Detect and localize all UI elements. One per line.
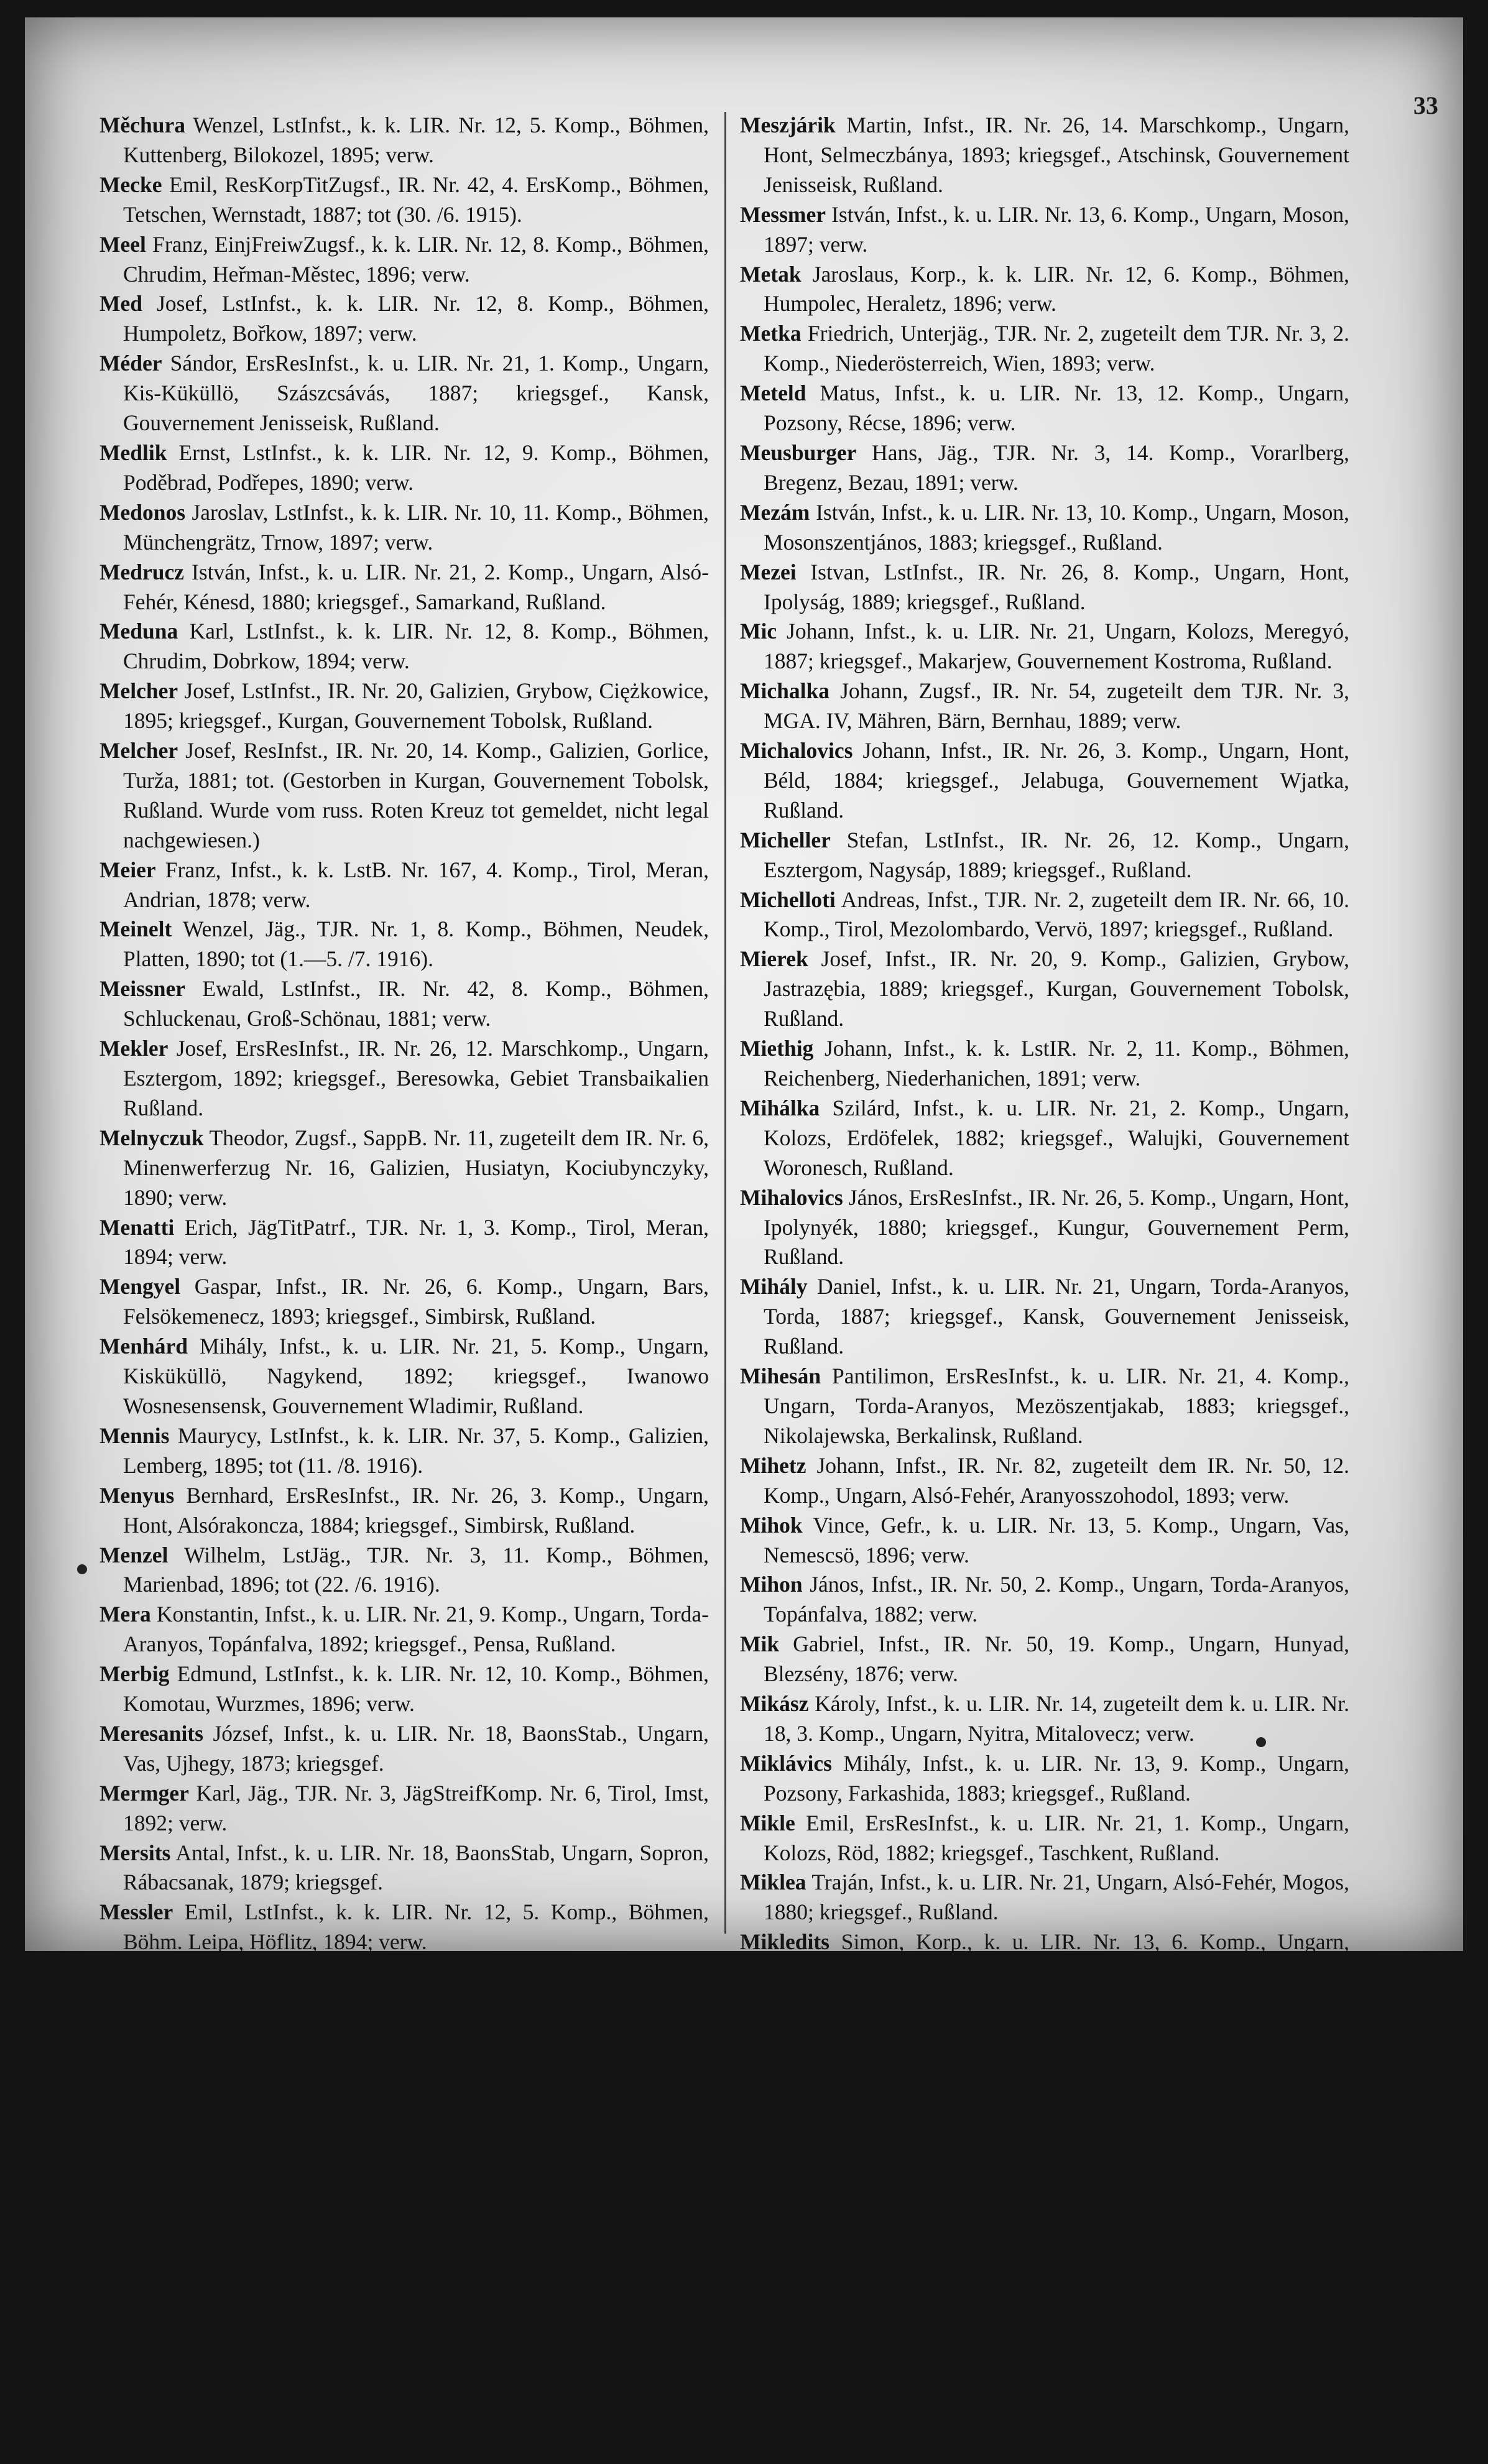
entry-surname: Mikletics — [740, 1989, 827, 2014]
entry-details: Traján, Infst., k. u. LIR. Nr. 21, Ungarn, Alsó-Fehér, Mogos, 1880; kriegsgef., Rußland. — [764, 1870, 1349, 1925]
register-entry — [740, 200, 1349, 260]
register-entry — [740, 885, 1349, 945]
register-entry — [740, 2345, 1349, 2404]
entry-surname: Mermger — [99, 1780, 189, 1806]
entry-details: János, ErsResInfst., IR. Nr. 26, 5. Komp., Ungarn, Hont, Ipolynyék, 1880; kriegsgef., Kungur, Gouvernement Perm, Rußland. — [764, 1184, 1349, 1270]
entry-details: Josef, LstInfst., IR. Nr. 20, Galizien, Grybow, Ciężkowice, 1895; kriegsgef., Kurgan, Gouvernement Tobolsk, Rußland. — [123, 678, 709, 734]
register-entry — [99, 2374, 709, 2464]
entry-surname: Mikle — [740, 1810, 795, 1835]
register-entry — [99, 1481, 709, 1541]
entry-details: Ivan des Ante, LstInfst., k. k. LIR. Nr. 37, 5. Komp., Dalmatien, St. Pietro, Pučišće, 1894; verw. — [764, 2287, 1349, 2342]
entry-surname: Mezám — [740, 499, 810, 525]
entry-details: Gaspar, Infst., IR. Nr. 26, 6. Komp., Ungarn, Bars, Felsökemenecz, 1893; kriegsgef., Simbirsk, Rußland. — [123, 1274, 709, 1329]
column-divider — [724, 112, 726, 1934]
entry-surname: Medonos — [99, 499, 186, 525]
entry-surname: Mikovilović — [740, 2287, 852, 2312]
register-entry — [740, 498, 1349, 558]
entry-surname: Mihálka — [740, 1095, 820, 1120]
entry-surname: Mihon — [740, 1572, 803, 1597]
entry-surname: Mészáros — [99, 2078, 189, 2103]
register-entry — [99, 974, 709, 1034]
entry-surname: Medrucz — [99, 559, 185, 584]
register-entry — [99, 2255, 709, 2315]
entry-surname: Mihesán — [740, 1364, 821, 1389]
entry-surname: Mikšić — [740, 2406, 804, 2431]
register-entry — [740, 736, 1349, 826]
entry-surname: Mikász — [740, 1691, 809, 1717]
register-entry — [740, 617, 1349, 676]
register-entry — [99, 856, 709, 915]
entry-details: János, Infst., IR. Nr. 86, 2. Komp., Ungarn, Bács-Bodrog, Topolya, 1889; verw. — [123, 2197, 709, 2253]
left-column — [99, 111, 709, 2464]
entry-details: Karl, Zugsf., IR. Nr. 26, 8. Komp., Ungarn, Bars, Fajkürt, 1881; kriegsgef., Nikolsk Ussurijskij, Gebiet Primorsk, Rußland. — [123, 2317, 709, 2371]
entry-details: Johann, Zugsf., IR. Nr. 54, zugeteilt dem TJR. Nr. 3, MGA. IV, Mähren, Bärn, Bernhau, 1889; verw. — [764, 678, 1349, 734]
entry-surname: Menhárd — [99, 1334, 188, 1359]
entry-surname: Mecke — [99, 172, 162, 197]
register-entry — [99, 1124, 709, 1213]
register-entry — [740, 1987, 1349, 2047]
register-entry — [99, 558, 709, 617]
register-entry — [99, 1034, 709, 1124]
entry-details: Karl, Jäg., TJR. Nr. 3, JägStreifKomp. Nr. 6, Tirol, Imst, 1892; verw. — [123, 1780, 709, 1835]
entry-details: Franz, EinjFreiwZugsf., k. k. LIR. Nr. 12, 8. Komp., Böhmen, Chrudim, Heřman-Městec, 1896; verw. — [123, 231, 709, 287]
register-entry — [740, 1272, 1349, 1362]
entry-surname: Miethig — [740, 1036, 814, 1061]
page-number: 33 — [1413, 91, 1438, 119]
entry-surname: Meduna — [99, 619, 178, 644]
entry-surname: Miklea — [740, 1870, 806, 1895]
register-entry — [740, 2047, 1349, 2106]
entry-surname: Melnyczuk — [99, 1125, 204, 1150]
entry-surname: Melcher — [99, 738, 178, 764]
entry-details: Simon, Korp., k. u. LIR. Nr. 13, 6. Komp., Ungarn, Pozsony, Dévényujfalu, 1895; verw. — [764, 1929, 1349, 1985]
register-entry — [740, 1511, 1349, 1571]
entry-surname: Meszjárik — [740, 113, 836, 137]
register-entry — [99, 676, 709, 736]
register-entry — [740, 319, 1349, 379]
entry-details: Daniel, Infst., k. u. LIR. Nr. 21, Ungarn, Torda-Aranyos, Torda, 1887; kriegsgef., Kansk, Gouvernement Jenisseisk, Rußland. — [764, 1274, 1349, 1359]
register-entry — [740, 1809, 1349, 1868]
entry-surname: Mészáros — [99, 2317, 189, 2342]
register-entry — [99, 2077, 709, 2136]
register-entry — [740, 379, 1349, 438]
register-entry — [740, 111, 1349, 200]
entry-details: Jaroslav, LstInfst., k. k. LIR. Nr. 10, 11. Komp., Böhmen, Münchengrätz, Trnow, 1897; verw. — [123, 499, 709, 555]
entry-surname: Melcher — [99, 678, 178, 704]
entry-details: Johann, Infst., k. u. LIR. Nr. 21, Ungarn, Kolozs, Meregyó, 1887; kriegsgef., Makarjew, Gouvernement Kostroma, Rußland. — [764, 619, 1349, 674]
register-entry — [740, 826, 1349, 885]
entry-details: Wilhelm, LstJäg., TJR. Nr. 3, 11. Komp., Böhmen, Marienbad, 1896; tot (22. /6. 1916). — [123, 1542, 709, 1597]
entry-details: Gabriel, Infst., IR. Nr. 50, 19. Komp., Ungarn, Hunyad, Blezsény, 1876; verw. — [764, 1631, 1349, 1687]
entry-details: Josef, LstInfst., IR. Nr. 26, 8. Komp., Ungarn, Bars, Zseliz, 1890; kriegsgef., Rußland. — [764, 2048, 1349, 2103]
register-entry — [740, 1927, 1349, 1987]
register-entry — [99, 438, 709, 498]
register-entry — [99, 1421, 709, 1481]
entry-surname: Messmer — [740, 201, 826, 227]
entry-details: Ferencz, Infst., k. u. LIR. Nr. 18, 3. Komp., Ungarn, Vas, Szombathely, 1897; verw. — [123, 2078, 709, 2133]
entry-surname: Michalka — [740, 678, 829, 704]
register-entry — [740, 558, 1349, 617]
ink-dot — [77, 1564, 87, 1574]
entry-surname: Miklávics — [740, 1750, 832, 1776]
entry-surname: Meteld — [740, 381, 806, 406]
register-entry — [99, 1213, 709, 1273]
register-entry — [99, 2315, 709, 2374]
entry-details: Mihály, Infst., k. u. LIR. Nr. 13, 9. Komp., Ungarn, Pozsony, Farkashida, 1883; kriegsgef., Rußland. — [764, 1750, 1349, 1806]
register-entry — [740, 676, 1349, 736]
entry-surname: Miklós — [740, 2108, 805, 2133]
entry-details: Friedrich, Unterjäg., TJR. Nr. 2, zugeteilt dem TJR. Nr. 3, 2. Komp., Niederösterreich, Wien, 1893; verw. — [764, 321, 1349, 376]
entry-details: Ewald, LstInfst., IR. Nr. 42, 8. Komp., Böhmen, Schluckenau, Groß-Schönau, 1881; verw. — [123, 976, 709, 1031]
entry-details: Szilárd, Infst., k. u. LIR. Nr. 21, 2. Komp., Ungarn, Kolozs, Erdöfelek, 1882; kriegsgef., Walujki, Gouvernement Woronesch, Rußland. — [764, 1095, 1349, 1180]
register-entry — [99, 170, 709, 230]
entry-surname: Mekler — [99, 1036, 169, 1061]
register-entry — [99, 1719, 709, 1779]
entry-surname: Mihály — [740, 1274, 808, 1299]
entry-details: Istvan, LstInfst., IR. Nr. 26, 8. Komp., Ungarn, Hont, Ipolyság, 1889; kriegsgef., Rußland. — [764, 559, 1349, 614]
document-page — [25, 17, 1463, 2461]
entry-surname: Menzel — [99, 1542, 169, 1567]
entry-details: Franz, Infst., k. k. LstB. Nr. 167, 4. Komp., Tirol, Meran, Andrian, 1878; verw. — [123, 857, 709, 912]
register-entry — [740, 2285, 1349, 2345]
entry-surname: Mészáros — [99, 1959, 189, 1985]
entry-details: Pantilimon, ErsResInfst., k. u. LIR. Nr. 21, 4. Komp., Ungarn, Torda-Aranyos, Mezöszentjakab, 1883; kriegsgef., Nikolajewska, Berkalinsk, Rußland. — [764, 1364, 1349, 1448]
entry-surname: Meusburger — [740, 440, 857, 465]
entry-surname: Mikledits — [740, 1929, 829, 1955]
entry-surname: Mersits — [99, 1840, 171, 1865]
entry-surname: Micheller — [740, 827, 831, 852]
entry-surname: Menyus — [99, 1482, 175, 1508]
entry-details: Ernst, LstInfst., k. k. LIR. Nr. 12, 9. Komp., Böhmen, Poděbrad, Podřepes, 1890; verw. — [123, 440, 709, 495]
entry-surname: Meel — [99, 231, 146, 257]
entry-details: Johann, Infst., k. k. LstIR. Nr. 2, 11. Komp., Böhmen, Reichenberg, Niederhanichen, 1891; verw. — [764, 1036, 1349, 1091]
entry-details: Imre, Infst., k. u. LIR. Nr. 13, 6. Komp., Ungarn, Veszprém, Kiscsösz, 1896; verw. — [764, 2167, 1349, 2223]
entry-details: Emil, ResKorpTitZugsf., IR. Nr. 42, 4. ErsKomp., Böhmen, Tetschen, Wernstadt, 1887; tot (30. /6. 1915). — [123, 172, 709, 227]
entry-details: Antal, Infst., k. u. LIR. Nr. 13, 2. Komp., Ungarn, Pozsony, Dévényújfalu, 1888; kriegsgef., Rußland. — [764, 1989, 1349, 2044]
entry-surname: Miksa — [740, 2346, 799, 2371]
entry-details: Antal, Infst., k. u. LIR. Nr. 13, 5. Komp., Ungarn, Pozsony, Cseszte, 1876; verw. — [764, 2227, 1349, 2282]
register-entry — [99, 736, 709, 856]
register-entry — [740, 1451, 1349, 1511]
entry-surname: Med — [99, 291, 143, 316]
entry-surname: Mera — [99, 1602, 151, 1627]
right-column — [740, 111, 1349, 2464]
register-entry — [740, 1868, 1349, 1927]
register-entry — [99, 617, 709, 676]
register-entry — [99, 1541, 709, 1600]
entry-details: Emil, ErsResInfst., k. u. LIR. Nr. 21, 1. Komp., Ungarn, Kolozs, Röd, 1882; kriegsgef., Taschkent, Rußland. — [764, 1810, 1349, 1865]
entry-surname: Metka — [740, 321, 802, 346]
entry-surname: Méder — [99, 351, 162, 376]
entry-surname: Mic — [740, 619, 777, 644]
register-entry — [99, 498, 709, 558]
entry-details: Sándor, ErsResInfst., k. u. LIR. Nr. 21, 1. Komp., Ungarn, Kis-Küküllö, Szászcsávás, 1887; kriegsgef., Kansk, Gouvernement Jenisseisk, Rußland. — [123, 351, 709, 436]
entry-details: Edmund, LstInfst., k. k. LIR. Nr. 12, 10. Komp., Böhmen, Komotau, Wurzmes, 1896; verw. — [123, 1661, 709, 1717]
entry-details: Konstantin, Infst., k. u. LIR. Nr. 21, 9. Komp., Ungarn, Torda-Aranyos, Topánfalva, 1892; kriegsgef., Pensa, Rußland. — [123, 1602, 709, 1657]
entry-details: Károly, Infst., k. u. LIR. Nr. 14, zugeteilt dem k. u. LIR. Nr. 18, 3. Komp., Ungarn, Nyitra, Mitalovecz; verw. — [764, 1691, 1349, 1746]
register-entry — [99, 349, 709, 438]
register-entry — [740, 1630, 1349, 1689]
register-entry — [740, 2106, 1349, 2166]
entry-details: Stefan, LstInfst., IR. Nr. 26, 12. Komp., Ungarn, Esztergom, Nagysáp, 1889; kriegsgef., Rußland. — [764, 827, 1349, 882]
entry-details: József, Infst., k. u. LIR. Nr. 18, BaonsStab., Ungarn, Vas, Ujhegy, 1873; kriegsgef. — [123, 1720, 709, 1776]
entry-details: David, Infst., k. u. LstIR. Nr. 13, 8. Komp., Ungarn, Pozsony, Nagymácséd, 1877; kriegsgef., Rußland. — [123, 2019, 709, 2074]
entry-details: Johann, Infst., IR. Nr. 82, zugeteilt dem IR. Nr. 50, 12. Komp., Ungarn, Alsó-Fehér, Aranyosszohodol, 1893; verw. — [764, 1452, 1349, 1508]
entry-details: Emil, LstInfst., k. k. LIR. Nr. 12, 5. Komp., Böhmen, Böhm. Leipa, Höflitz, 1894; verw. — [123, 1899, 709, 1955]
entry-surname: Mikló — [740, 2048, 797, 2074]
register-entry — [99, 1659, 709, 1719]
entry-surname: Mennis — [99, 1423, 170, 1448]
entry-details: Antal, Infst., k. u. LIR. Nr. 18, BaonsStab, Ungarn, Sopron, Rábacsanak, 1879; kriegsgef. — [123, 1840, 709, 1895]
entry-details: István, Infst., k. u. LIR. Nr. 21, 2. Komp., Ungarn, Alsó-Fehér, Kénesd, 1880; kriegsgef., Samarkand, Rußland. — [123, 559, 709, 614]
entry-surname: Mihok — [740, 1512, 803, 1538]
entry-details: Jaroslaus, Korp., k. k. LIR. Nr. 12, 6. Komp., Böhmen, Humpolec, Heraletz, 1896; verw. — [764, 261, 1349, 316]
entry-details: István, Infst., k. u. LIR. Nr. 13, 6. Komp., Ungarn, Moson, 1897; verw. — [764, 201, 1349, 257]
entry-details: Wenzel, Jäg., TJR. Nr. 1, 8. Komp., Böhmen, Neudek, Platten, 1890; tot (1.—5. /7. 1916). — [123, 916, 709, 972]
ink-dot — [1256, 1737, 1266, 1747]
entry-details: Matus, Infst., k. u. LIR. Nr. 13, 12. Komp., Ungarn, Pozsony, Récse, 1896; verw. — [764, 381, 1349, 436]
register-entry — [99, 915, 709, 974]
entry-surname: Mészáros — [99, 2019, 189, 2044]
register-entry — [740, 2404, 1349, 2464]
entry-surname: Mengyel — [99, 1274, 181, 1299]
register-entry — [99, 1898, 709, 1957]
register-entry — [99, 289, 709, 349]
entry-surname: Meier — [99, 857, 156, 882]
register-entry — [99, 1600, 709, 1659]
entry-details: Anton, LstInfst., IR. Nr. 38, 5. Komp., Ungarn, Pest, Izsák, 1896; tot (17. /4. 1916). — [123, 1959, 709, 2014]
entry-surname: Meissner — [99, 976, 186, 1002]
entry-details: Johann, ResInfst., k. k. LIR. Nr. 12, 8. Komp., Böhmen, Humpoletz, Austi, 1884; verw. — [764, 2346, 1349, 2401]
entry-details: Johann, Infst., IR. Nr. 26, 3. Komp., Ungarn, Hont, Béld, 1884; kriegsgef., Jelabuga, Gouvernement Wjatka, Rußland. — [764, 738, 1349, 823]
entry-surname: Meinelt — [99, 916, 172, 942]
entry-surname: Michalovics — [740, 738, 853, 764]
entry-details: Karl, LstInfst., k. k. LIR. Nr. 12, 8. Komp., Böhmen, Chrudim, Dobrkow, 1894; verw. — [123, 619, 709, 674]
entry-surname: Menatti — [99, 1214, 175, 1240]
entry-surname: Mészáros — [99, 2257, 189, 2282]
entry-details: Theodor, Zugsf., SappB. Nr. 11, zugeteilt dem IR. Nr. 6, Minenwerferzug Nr. 16, Galizien, Husiatyn, Kociubynczyky, 1890; verw. — [123, 1125, 709, 1210]
register-entry — [740, 944, 1349, 1034]
register-entry — [99, 111, 709, 170]
register-entry — [740, 438, 1349, 498]
entry-surname: Mezei — [740, 559, 797, 584]
entry-surname: Meszáros — [99, 2197, 189, 2223]
register-entry — [740, 2225, 1349, 2285]
entry-details: Martin, Infst., IR. Nr. 26, 14. Marschkomp., Ungarn, Hont, Selmeczbánya, 1893; kriegsgef., Atschinsk, Gouvernement Jenisseisk, Rußland. — [764, 113, 1349, 197]
register-entry — [99, 1779, 709, 1839]
entry-surname: Mik — [740, 1631, 780, 1657]
entry-details: Vince, Gefr., k. u. LIR. Nr. 13, 5. Komp., Ungarn, Vas, Nemescsö, 1896; verw. — [764, 1512, 1349, 1567]
entry-surname: Mierek — [740, 946, 808, 972]
entry-surname: Mikócsi — [740, 2167, 815, 2193]
entry-details: István, Infst., k. u. LIR. Nr. 13, 10. Komp., Ungarn, Moson, Mosonszentjános, 1883; kriegsgef., Rußland. — [764, 499, 1349, 555]
register-entry — [99, 2017, 709, 2077]
entry-surname: Michelloti — [740, 887, 836, 912]
entry-surname: Mikós — [740, 2227, 799, 2253]
register-entry — [99, 230, 709, 290]
entry-surname: Merbig — [99, 1661, 170, 1687]
register-entry — [740, 1094, 1349, 1183]
entry-surname: Messler — [99, 1899, 173, 1925]
entry-surname: Meresanits — [99, 1720, 203, 1746]
entry-details: János, Infst., IR. Nr. 50, 2. Komp., Ungarn, Torda-Aranyos, Topánfalva, 1882; verw. — [764, 1572, 1349, 1627]
entry-details: Jenö, Infst., IR. Nr. 50, 18. Komp., Ungarn, Kis-Küküllö, Küküllödombó, 1897; tot (16.—29. /6. 1916). — [764, 2108, 1349, 2163]
entry-details: Mihály, Infst., k. u. LIR. Nr. 21, 5. Komp., Ungarn, Kisküküllö, Nagykend, 1892; kriegsgef., Iwanowo Wosnesensensk, Gouvernement Wladimir, Rußland. — [123, 1334, 709, 1418]
register-entry — [99, 1957, 709, 2017]
entry-details: Imre, Korp., k. u. LstIR. Nr. 30, 4. Komp., Ungarn, Bács-Bodrog, Jánoshalma, 1876; verw. — [123, 2138, 709, 2193]
entry-surname: Mihalovics — [740, 1184, 843, 1210]
register-entry — [99, 1839, 709, 1898]
entry-details: Andreas, Infst., TJR. Nr. 2, zugeteilt dem IR. Nr. 66, 10. Komp., Tirol, Mezolombardo, Vervö, 1897; kriegsgef., Rußland. — [764, 887, 1349, 942]
register-entry — [99, 1332, 709, 1421]
entry-surname: Mihetz — [740, 1452, 806, 1478]
register-entry — [99, 2136, 709, 2196]
entry-details: Josef, ErsResInfst., IR. Nr. 26, 12. Marschkomp., Ungarn, Esztergom, 1892; kriegsgef., Beresowka, Gebiet Transbaikalien Rußland. — [123, 1036, 709, 1120]
register-entry — [740, 1362, 1349, 1451]
entry-details: Erich, JägTitPatrf., TJR. Nr. 1, 3. Komp., Tirol, Meran, 1894; verw. — [123, 1214, 709, 1270]
entry-details: József Lajos, Infst., k. u. LIR. Nr. 18, 1. Komp., Ungarn, Vas, Vát, 1874; verw. — [123, 2257, 709, 2312]
register-entry — [740, 1749, 1349, 1809]
entry-details: Wenzel, LstInfst., k. k. LIR. Nr. 12, 5. Komp., Böhmen, Kuttenberg, Bilokozel, 1895; verw. — [123, 113, 709, 167]
entry-surname: Měchura — [99, 113, 186, 137]
register-entry — [99, 2195, 709, 2255]
register-entry — [740, 1570, 1349, 1630]
entry-surname: Metak — [740, 261, 802, 287]
register-entry — [99, 1272, 709, 1332]
entry-details: Josef, ResInfst., IR. Nr. 20, 14. Komp., Galizien, Gorlice, Turža, 1881; tot. (Gestorben in Kurgan, Gouvernement Tobolsk, Rußland. Wurde vom russ. Roten Kreuz tot gemeldet, nicht legal nachgewiesen.) — [123, 738, 709, 852]
entry-details: Josef, Infst., IR. Nr. 20, 9. Komp., Galizien, Grybow, Jastrazębia, 1889; kriegsgef., Kurgan, Gouvernement Tobolsk, Rußland. — [764, 946, 1349, 1031]
entry-surname: Mészáros — [99, 2138, 189, 2163]
register-entry — [740, 1034, 1349, 1094]
entry-surname: Medlik — [99, 440, 167, 465]
entry-surname: Mészáros — [99, 2376, 189, 2401]
entry-details: Ignac, LstInfst., IR. Nr. 16, Kroatien, Koprivnica, Drnje, 1882; tot (29. /8. 1915). — [764, 2406, 1349, 2461]
entry-details: Ludwig, Infst., IR. Nr. 26, 11. Komp., Ungarn, Bars, Felsöszecse, 1889; kriegsgef., Nikolsk-Ussurijskij, Gouvernement Primorsk, Rußland. — [123, 2376, 709, 2461]
entry-details: Maurycy, LstInfst., k. k. LIR. Nr. 37, 5. Komp., Galizien, Lemberg, 1895; tot (11. /8. 1916). — [123, 1423, 709, 1478]
register-entry — [740, 1183, 1349, 1273]
entry-details: Hans, Jäg., TJR. Nr. 3, 14. Komp., Vorarlberg, Bregenz, Bezau, 1891; verw. — [764, 440, 1349, 495]
entry-details: Josef, LstInfst., k. k. LIR. Nr. 12, 8. Komp., Böhmen, Humpoletz, Bořkow, 1897; verw. — [123, 291, 709, 346]
register-entry — [740, 260, 1349, 320]
register-entry — [740, 2166, 1349, 2226]
entry-details: Bernhard, ErsResInfst., IR. Nr. 26, 3. Komp., Ungarn, Hont, Alsórakoncza, 1884; kriegsgef., Simbirsk, Rußland. — [123, 1482, 709, 1538]
